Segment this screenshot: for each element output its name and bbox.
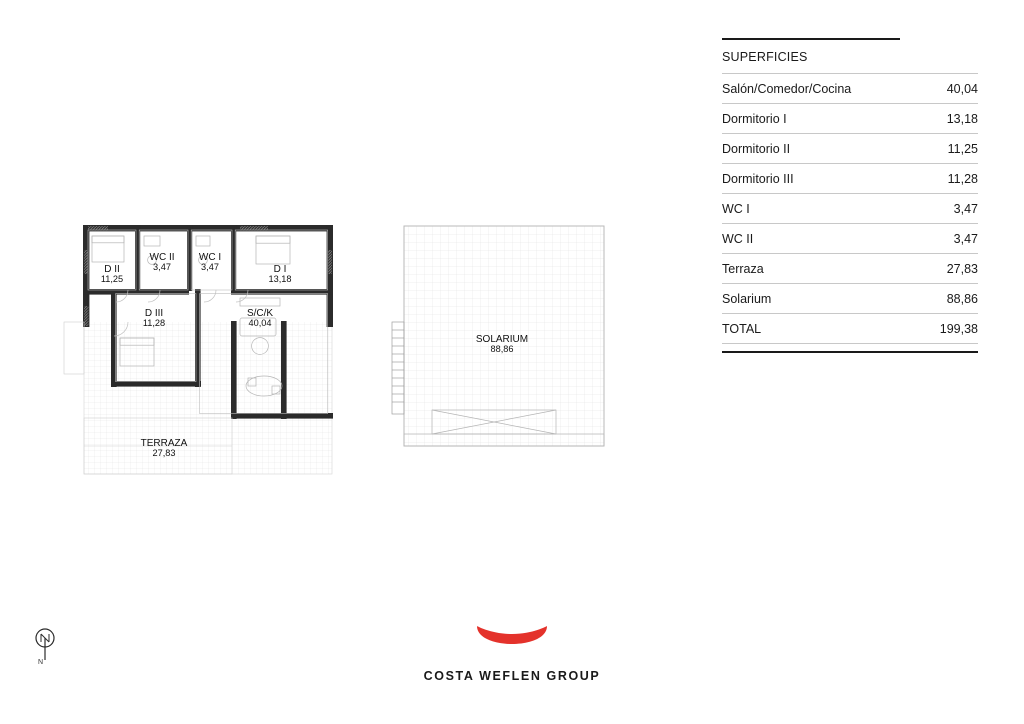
- surface-value: 13,18: [946, 112, 978, 126]
- staircase: [392, 322, 404, 414]
- smile-mark-icon: [473, 620, 551, 660]
- table-row: [722, 133, 978, 163]
- surface-value: 11,28: [947, 172, 978, 186]
- surface-value: 27,83: [946, 262, 978, 276]
- room-label: D I: [273, 264, 287, 275]
- surface-label: WC I: [722, 202, 750, 216]
- table-row-total: [722, 313, 978, 343]
- table-row: [722, 193, 978, 223]
- surface-label: Terraza: [722, 262, 764, 276]
- room-area: 88,86: [490, 344, 514, 354]
- table-bottom-rule: [722, 343, 978, 353]
- table-row: [722, 103, 978, 133]
- table-row: [722, 73, 978, 103]
- room-label: WC II: [149, 252, 175, 263]
- surface-label: TOTAL: [722, 322, 762, 336]
- solarium-plan: [392, 226, 604, 446]
- table-top-rule: [722, 38, 900, 40]
- room-area: 11,25: [100, 274, 124, 284]
- floor-plan-drawing: [40, 210, 660, 510]
- room-label: D II: [104, 264, 120, 275]
- brand-name: COSTA WEFLEN GROUP: [423, 669, 601, 683]
- room-area: 40,04: [248, 318, 272, 328]
- surface-label: Dormitorio III: [722, 172, 794, 186]
- ground-floor-plan: [64, 226, 332, 474]
- room-label: SOLARIUM: [475, 334, 529, 345]
- room-area: 27,83: [152, 448, 176, 458]
- room-label: WC I: [198, 252, 222, 263]
- room-label: S/C/K: [246, 308, 274, 319]
- north-label: N: [38, 659, 44, 666]
- surfaces-title: SUPERFICIES: [722, 50, 808, 64]
- room-label: D III: [144, 308, 164, 319]
- table-row: [722, 283, 978, 313]
- room-area: 3,47: [201, 262, 219, 272]
- room-area: 11,28: [142, 318, 166, 328]
- surfaces-table: [722, 38, 978, 353]
- surface-label: Dormitorio II: [722, 142, 791, 156]
- room-area: 3,47: [153, 262, 171, 272]
- surface-label: Dormitorio I: [722, 112, 787, 126]
- surface-label: WC II: [722, 232, 754, 246]
- surface-value: 3,47: [953, 202, 978, 216]
- room-area: 13,18: [268, 274, 292, 284]
- surface-label: Solarium: [722, 292, 772, 306]
- table-row: [722, 253, 978, 283]
- table-row: [722, 223, 978, 253]
- surface-value: 88,86: [946, 292, 978, 306]
- surface-value: 3,47: [953, 232, 978, 246]
- surface-value: 40,04: [946, 82, 978, 96]
- table-row: [722, 163, 978, 193]
- surface-label: Salón/Comedor/Cocina: [722, 82, 852, 96]
- surface-value: 199,38: [939, 322, 978, 336]
- room-label: TERRAZA: [140, 438, 188, 449]
- brand-logo: [0, 620, 1024, 683]
- surface-value: 11,25: [947, 142, 978, 156]
